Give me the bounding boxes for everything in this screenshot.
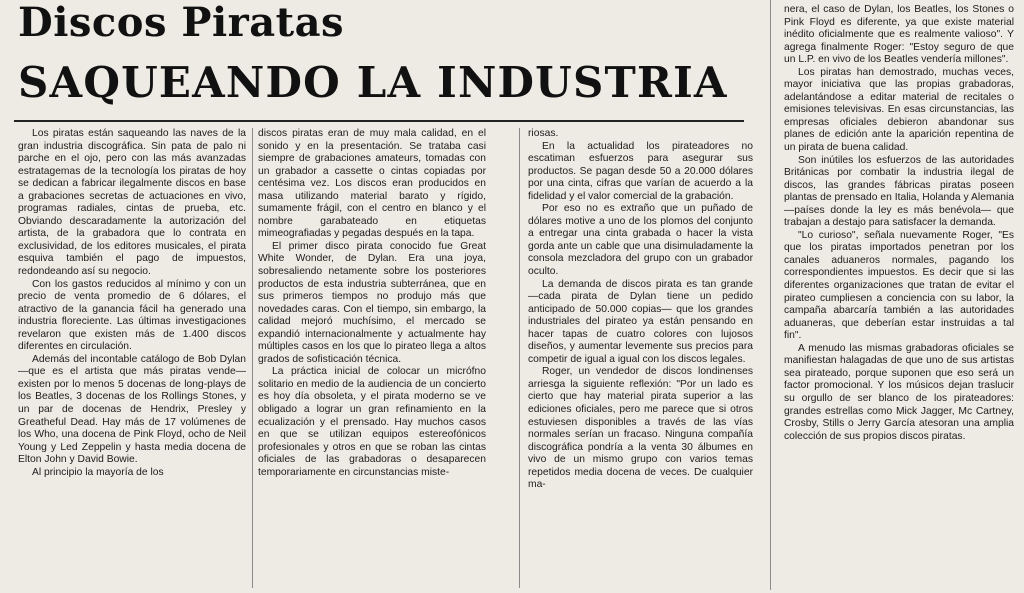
paragraph: Con los gastos reducidos al mínimo y con un precio de venta promedio de 6 dólares, el atractivo de la ganancia fácil ha generado una industria floreciente. Las últimas investigaciones revelaron que existen más de 1.400 discos diferentes en circulación.	[18, 278, 246, 353]
paragraph: La demanda de discos pirata es tan grande —cada pirata de Dylan tiene un pedido anticipado de 50.000 copias— que los grandes industriales del pirateo ya están pensando en hacer tapas de cuatro colores con lujosos diseños, y aumentar levemente sus precios para competir de igual a igual con los discos legales.	[528, 278, 753, 365]
paragraph: Son inútiles los esfuerzos de las autoridades Británicas por combatir la industria ilegal de discos, las grandes fábricas piratas poseen plantas de prensado en Italia, Holanda y Alemania —países donde la ley es más benévola— que trabajan a destajo para satisfacer la demanda.	[784, 154, 1014, 229]
column-divider	[252, 128, 253, 588]
paragraph: En la actualidad los pirateadores no escatiman esfuerzos para asegurar sus productos. Se pagan desde 50 a 20.000 dólares por una cinta, cifras que varían de acuerdo a la fidelidad y el valor comercial de la grabación.	[528, 140, 753, 202]
paragraph: A menudo las mismas grabadoras oficiales se manifiestan halagadas de que uno de sus artistas sea pirateado, porque suponen que eso será un factor promocional. Y los músicos dejan traslucir su orgullo de ser blanco de los pirateadores: grandes estrellas como Mick Jagger, Mc Cartney, Crosby, Stills o Jerry García atesoran una amplia colección de sus propios discos piratas.	[784, 342, 1014, 442]
paragraph: discos piratas eran de muy mala calidad, en el sonido y en la presentación. Se trataba casi siempre de grabaciones amateurs, tomadas con un grabador a cassette o cintas copiadas por centésima vez. Los discos eran producidos en masa utilizando material barato y rígido, sumamente frágil, con el centro en blanco y el nombre garabateado en etiquetas mimeografiadas y pegadas después en la tapa.	[258, 128, 486, 240]
article-headline: SAQUEANDO LA INDUSTRIA	[18, 58, 728, 107]
headline-rule	[14, 120, 744, 122]
article-column-1	[18, 128, 246, 593]
article-column-4	[784, 4, 1014, 593]
paragraph: "Lo curioso", señala nuevamente Roger, "Es que los piratas importados penetran por los canales aduaneros normales, pagando los correspondientes impuestos. Es decir que si las diferentes organizaciones que tratan de evitar el pirateo cumpliesen a conciencia con su labor, la campaña abarcaría también a las autoridades aduaneras, que deberían estar instruidas a tal fin".	[784, 229, 1014, 342]
paragraph: Los piratas están saqueando las naves de la gran industria discográfica. Sin pata de palo ni parche en el ojo, pero con las más avanzadas estratagemas de la tecnología los piratas de hoy se dedican a fabricar ilegalmente discos en base a grabaciones secretas de actuaciones en vivo, programas radiales, cintas de prueba, etc. Obviando descaradamente la autorización del artista, de la grabadora que lo contrata en exclusividad, de los editores musicales, el pirata esquiva también el pago de impuestos, redondeando así su negocio.	[18, 128, 246, 278]
paragraph: Roger, un vendedor de discos londinenses arriesga la siguiente reflexión: "Por un lado es cierto que hay material pirata superior a las ediciones oficiales, pero me parece que si otros estuviesen disponibles a través de las vías normales serían un fracaso. Ninguna compañía discográfica pondría a la venta 30 álbumes en vivo de un mismo grupo con varios temas repetidos media docena de veces. De cualquier ma-	[528, 366, 753, 491]
paragraph: Los piratas han demostrado, muchas veces, mayor iniciativa que las propias grabadoras, adelantándose a editar material de recitales o emisiones televisivas. En esas circunstancias, las empresas oficiales debieron abandonar sus planes de edición ante la aparición repentina de un pirata de buena calidad.	[784, 66, 1014, 154]
paragraph: Además del incontable catálogo de Bob Dylan —que es el artista que más piratas vende— existen por lo menos 5 docenas de long-plays de los Beatles, 3 docenas de los Rollings Stones, y un par de docenas de Hendrix, Presley y Greatheful Dead. Hay más de 17 volúmenes de los Who, una docena de Pink Floyd, ocho de Neil Young y Led Zeppelin y hasta media docena de Elton John y David Bowie.	[18, 353, 246, 466]
paragraph: El primer disco pirata conocido fue Great White Wonder, de Dylan. Era una joya, sobresaliendo netamente sobre los posteriores productos de esta industria subterránea, que en sus primeros tiempos no produjo más que novedades caras. Con el tiempo, sin embargo, la calidad mejoró muchísimo, el mercado se expandió internacionalmente y actualmente hay múltiples casos en los que lo pirateo llega a altos grados de sofisticación técnica.	[258, 240, 486, 365]
article-column-2	[258, 128, 486, 593]
paragraph: riosas.	[528, 128, 559, 139]
column-divider	[770, 0, 771, 590]
column-divider	[519, 128, 520, 588]
paragraph: Al principio la mayoría de los	[32, 466, 164, 478]
paragraph: La práctica inicial de colocar un micrófno solitario en medio de la audiencia de un concierto es hoy día obsoleta, y el pirata moderno se ve obligado a lograr un gran refinamiento en la ecualización y el prensado. Hay muchos casos en que se utilizan equipos estereofónicos profesionales y otros en que se roban las cintas oficiales de las grabadoras o desaparecen temporariamente en circunstancias miste-	[258, 366, 486, 478]
article-column-3	[528, 128, 753, 593]
paragraph: nera, el caso de Dylan, los Beatles, los Stones o Pink Floyd es diferente, ya que existe material inédito oficialmente que es realmente valioso". Y agrega finalmente Roger: "Estoy seguro de que un L.P. en vivo de los Beatles vendería millones".	[784, 4, 1014, 66]
article-kicker: Discos Piratas	[18, 0, 345, 46]
paragraph: Por eso no es extraño que un puñado de dólares motive a uno de los plomos del conjunto a entregar una cinta grabada o hacer la vista gorda ante un cable que una disimuladamente la consola mezcladora del grupo con un grabador oculto.	[528, 203, 753, 278]
